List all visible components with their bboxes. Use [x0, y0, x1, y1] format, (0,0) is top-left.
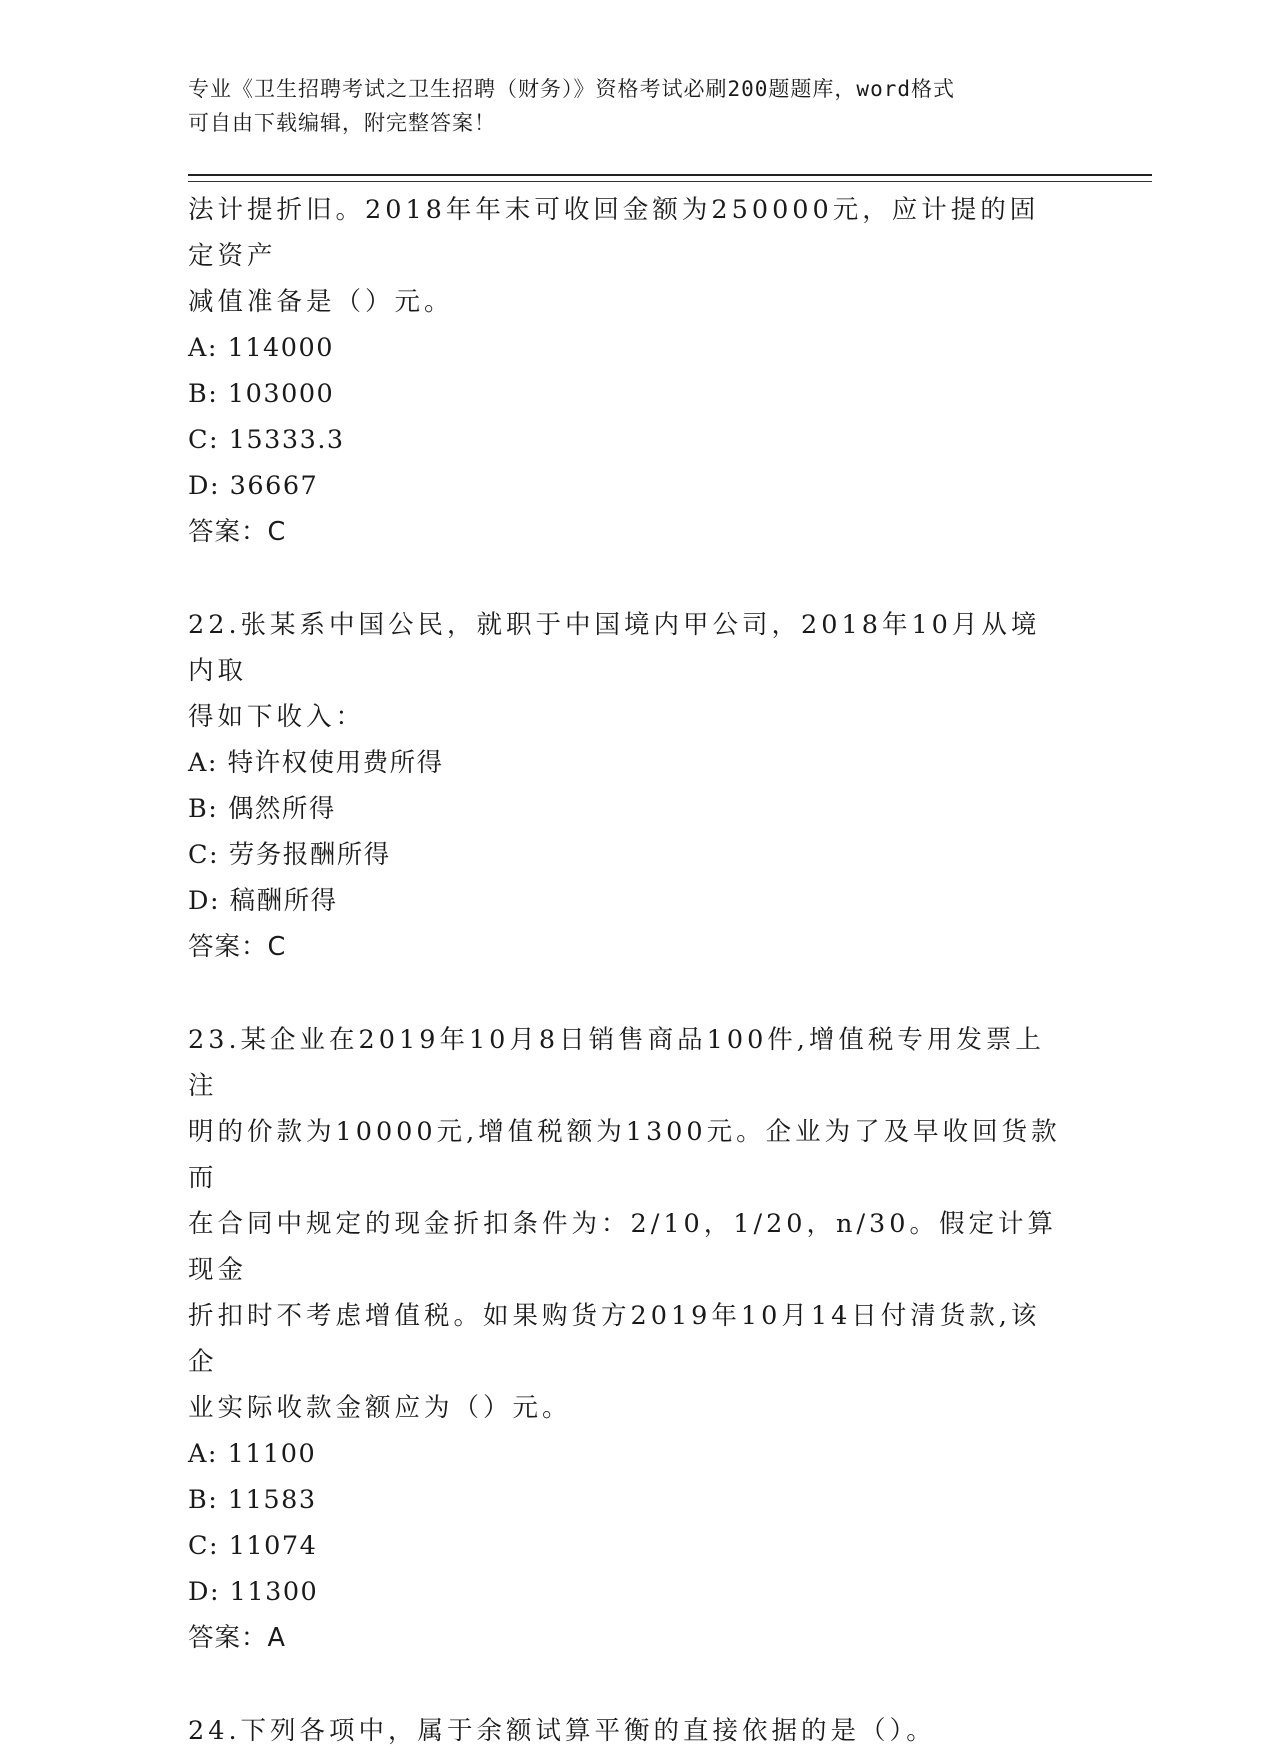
question-21 [188, 187, 1068, 555]
header-rule-thin [188, 181, 1152, 182]
question-stem-line: 法计提折旧。2018年年末可收回金额为250000元，应计提的固定资产 [188, 195, 1040, 271]
option-b: B: 103000 [188, 379, 335, 409]
question-24 [188, 1708, 1068, 1754]
spacer [188, 555, 1068, 602]
question-stem-line: 得如下收入： [188, 702, 366, 732]
spacer [188, 1661, 1068, 1708]
answer-label: 答案：C [188, 517, 287, 547]
option-a: A: 特许权使用费所得 [188, 748, 444, 778]
header-line-1: 专业《卫生招聘考试之卫生招聘（财务）》资格考试必刷200题题库，word格式 [188, 77, 955, 101]
option-c: C: 15333.3 [188, 425, 345, 455]
header-line-2: 可自由下载编辑，附完整答案！ [188, 111, 496, 135]
header-rule-thick [188, 174, 1152, 176]
question-stem-line: 折扣时不考虑增值税。如果购货方2019年10月14日付清货款,该企 [188, 1301, 1041, 1377]
option-a: A: 11100 [188, 1439, 317, 1469]
question-23 [188, 1017, 1068, 1661]
spacer [188, 970, 1068, 1017]
option-b: B: 偶然所得 [188, 794, 336, 824]
question-stem-line: 减值准备是（）元。 [188, 287, 454, 317]
option-c: C: 劳务报酬所得 [188, 840, 391, 870]
answer-label: 答案：C [188, 932, 287, 962]
question-stem-line: 22.张某系中国公民，就职于中国境内甲公司，2018年10月从境内取 [188, 610, 1041, 686]
question-list [188, 187, 1068, 1754]
question-stem-line: 在合同中规定的现金折扣条件为：2/10，1/20，n/30。假定计算现金 [188, 1209, 1057, 1285]
option-d: D: 稿酬所得 [188, 886, 338, 916]
question-stem-line: 23.某企业在2019年10月8日销售商品100件,增值税专用发票上注 [188, 1025, 1045, 1101]
option-a: A: 114000 [188, 333, 334, 363]
question-22 [188, 602, 1068, 970]
page-header [188, 72, 1068, 140]
option-d: D: 36667 [188, 471, 319, 501]
question-stem-line: 明的价款为10000元,增值税额为1300元。企业为了及早收回货款而 [188, 1117, 1061, 1193]
answer-label: 答案：A [188, 1623, 286, 1653]
question-stem-line: 业实际收款金额应为（）元。 [188, 1393, 572, 1423]
question-stem-line: 24.下列各项中，属于余额试算平衡的直接依据的是（）。 [188, 1716, 936, 1746]
option-c: C: 11074 [188, 1531, 318, 1561]
option-d: D: 11300 [188, 1577, 319, 1607]
option-b: B: 11583 [188, 1485, 317, 1515]
